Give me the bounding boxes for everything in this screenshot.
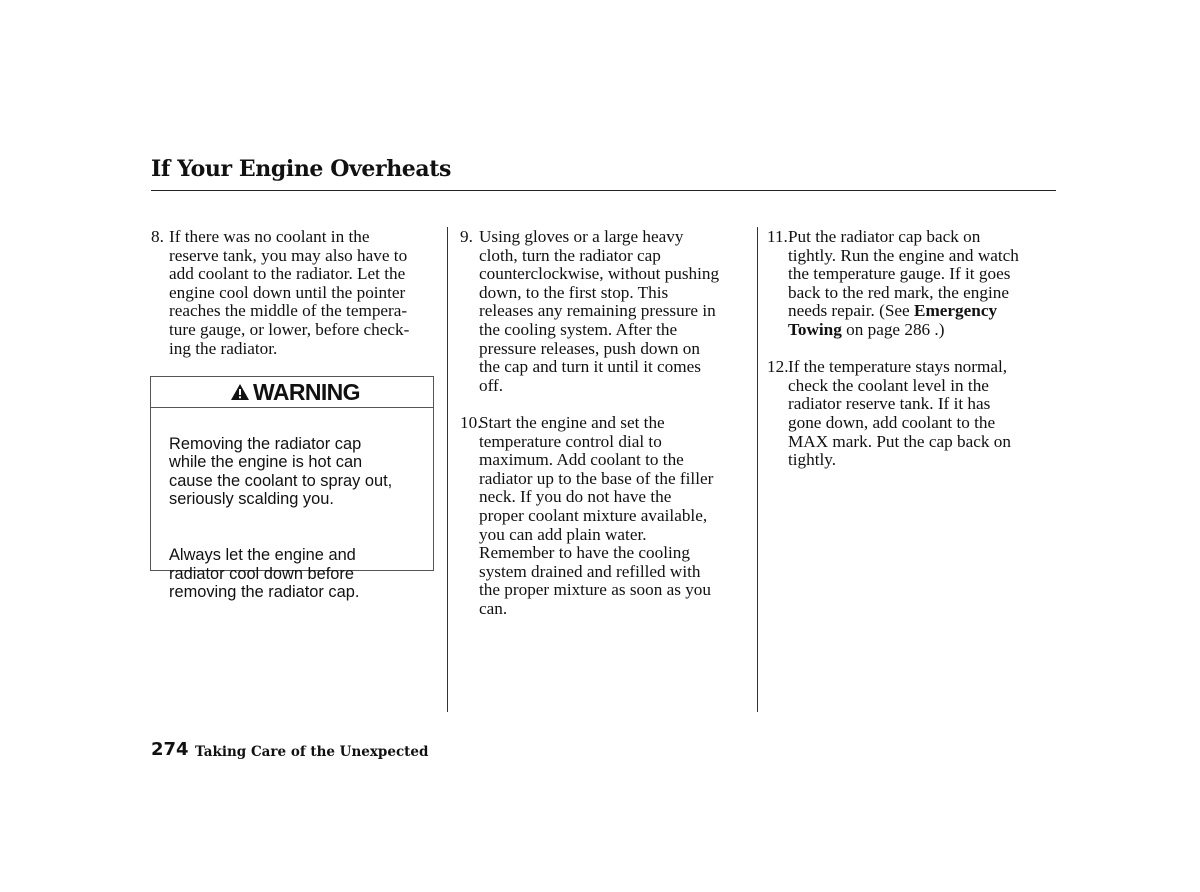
cross-reference-emergency[interactable]: Emergency bbox=[914, 301, 998, 321]
step-number: 10. bbox=[460, 412, 482, 432]
cross-reference-towing[interactable]: Towing bbox=[788, 319, 842, 339]
step-9 bbox=[460, 228, 754, 395]
step-text-main: Put the radiator cap back on tightly. Run the engine and watch the temperature gauge. If it goes back to the red mark, the engine needs repair. (See bbox=[788, 227, 1019, 321]
step-text: If there was no coolant in the reserve tank, you may also have to add coolant to the radiator. Let the engine cool down until the pointer reaches the middle of the tempera- ture gauge, or lower, before check- ing the radiator. bbox=[169, 227, 410, 358]
column-2 bbox=[460, 228, 754, 637]
page-title: If Your Engine Overheats bbox=[151, 156, 452, 182]
column-divider-1 bbox=[447, 227, 448, 712]
warning-box bbox=[150, 376, 434, 602]
warning-header bbox=[151, 377, 433, 408]
step-12 bbox=[767, 358, 1057, 470]
step-number: 8. bbox=[151, 227, 164, 246]
step-text-page-ref: on page 286 .) bbox=[841, 319, 945, 339]
step-text: Using gloves or a large heavy cloth, turn the radiator cap counterclockwise, without pushing down, to the first stop. This releases any remaining pressure in the cooling system. After the pressure releases, push down on the cap and turn it until it comes off. bbox=[479, 227, 720, 395]
warning-paragraph-2: Always let the engine and radiator cool down before removing the radiator cap. bbox=[169, 546, 360, 602]
step-text: Start the engine and set the temperature control dial to maximum. Add coolant to the radiator up to the base of the filler neck. If you do not have the proper coolant mixture available, you can add plain water. Remember to have the cooling system drained and refilled with the proper mixture as soon as you can. bbox=[479, 412, 714, 618]
page-number: 274 bbox=[151, 739, 189, 760]
step-10 bbox=[460, 414, 754, 619]
step-8 bbox=[151, 228, 446, 358]
warning-body bbox=[151, 408, 433, 639]
column-3 bbox=[767, 228, 1057, 488]
warning-heading: WARNING bbox=[253, 378, 360, 405]
section-name: Taking Care of the Unexpected bbox=[195, 744, 429, 760]
warning-triangle-icon bbox=[230, 383, 250, 401]
step-11 bbox=[767, 228, 1057, 340]
step-text bbox=[788, 228, 1057, 340]
column-divider-2 bbox=[757, 227, 758, 712]
title-rule bbox=[151, 190, 1056, 191]
step-number: 11. bbox=[767, 227, 788, 246]
step-number: 9. bbox=[460, 227, 473, 246]
step-number: 12. bbox=[767, 357, 789, 377]
column-1 bbox=[151, 228, 446, 377]
warning-paragraph-1: Removing the radiator cap while the engine is hot can cause the coolant to spray out, seriously scalding you. bbox=[169, 434, 393, 509]
step-text: If the temperature stays normal, check the coolant level in the radiator reserve tank. If it has gone down, add coolant to the MAX mark. Put the cap back on tightly. bbox=[788, 357, 1011, 470]
